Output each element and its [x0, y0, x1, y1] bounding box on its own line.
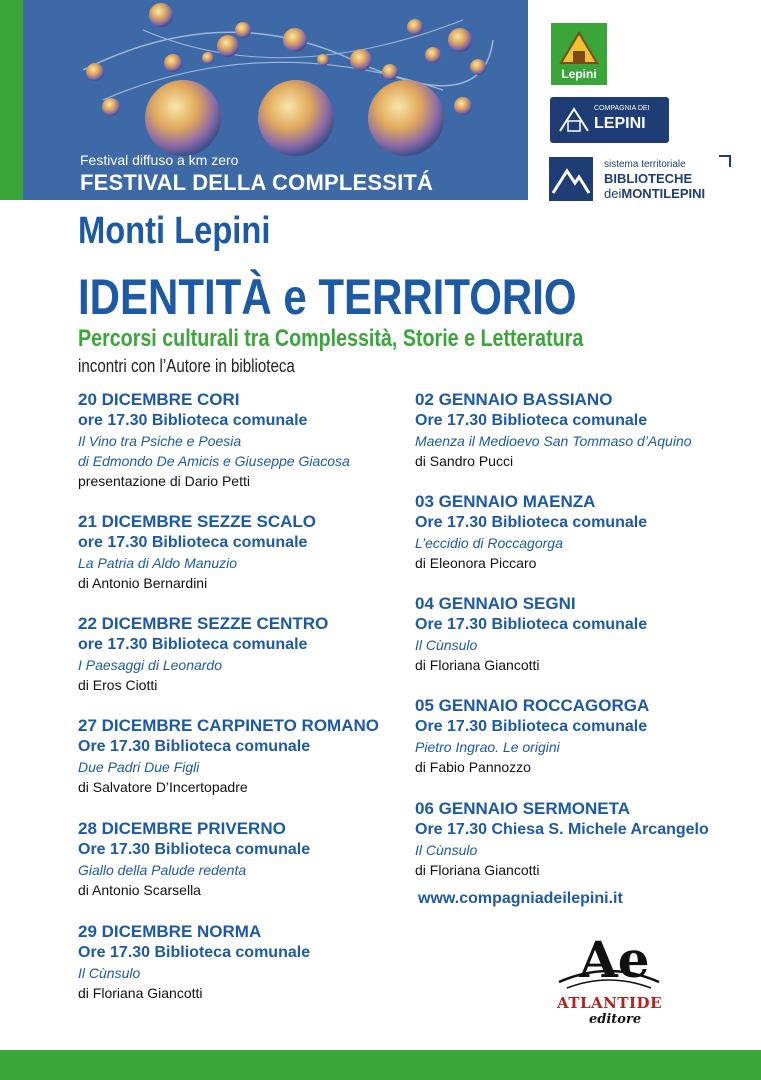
event-time: Ore 17.30 Biblioteca comunale [78, 841, 311, 858]
event-date: 29 DICEMBRE NORMA [78, 922, 262, 941]
event-item [415, 592, 647, 675]
heading-identita-territorio: IDENTITÀ e TERRITORIO [78, 269, 577, 325]
event-author: di Fabio Pannozzo [415, 759, 531, 775]
event-time: Ore 17.30 Biblioteca comunale [415, 514, 648, 531]
banner-title: FESTIVAL DELLA COMPLESSITÁ [80, 170, 434, 195]
event-item [415, 797, 709, 880]
event-date: 03 GENNAIO MAENZA [415, 492, 596, 511]
event-item [415, 388, 692, 471]
event-item [78, 510, 316, 593]
event-title: L’eccidio di Roccagorga [415, 535, 563, 551]
event-item [78, 817, 310, 900]
event-item [415, 694, 649, 777]
event-time: Ore 17.30 Chiesa S. Michele Arcangelo [415, 821, 709, 838]
event-author: di Floriana Giancotti [415, 657, 540, 673]
lepini-hut-icon [551, 23, 607, 69]
event-item [78, 714, 379, 797]
event-author: di Antonio Bernardini [78, 575, 208, 591]
event-item [78, 920, 310, 1003]
sistema-line1: sistema territoriale [604, 159, 686, 170]
corner-mark [719, 155, 731, 167]
mountain-icon [549, 157, 593, 201]
event-item [78, 612, 328, 695]
event-date: 04 GENNAIO SEGNI [415, 594, 576, 613]
compagnia-dei-lepini-logo [550, 97, 669, 143]
event-date: 02 GENNAIO BASSIANO [415, 390, 613, 409]
event-item [78, 388, 350, 491]
compagnia-big-text: LEPINI [594, 115, 646, 132]
event-time: ore 17.30 Biblioteca comunale [78, 534, 308, 551]
publisher-name: ATLANTIDE [557, 994, 662, 1012]
sistema-biblioteche-logo [549, 155, 729, 201]
publisher-sub: editore [589, 1012, 642, 1027]
event-author: di Eleonora Piccaro [415, 555, 537, 571]
event-author: di Floriana Giancotti [78, 985, 203, 1001]
heading-incontri: incontri con l’Autore in biblioteca [78, 356, 295, 376]
event-date: 05 GENNAIO ROCCAGORGA [415, 696, 650, 715]
event-time: Ore 17.30 Biblioteca comunale [415, 616, 648, 633]
festival-banner [23, 0, 528, 200]
event-date: 06 GENNAIO SERMONETA [415, 799, 631, 818]
sistema-line2: BIBLIOTECHE [604, 171, 693, 186]
event-title: Giallo della Palude redenta [78, 862, 247, 878]
website-link[interactable]: www.compagniadeilepini.it [418, 890, 623, 907]
event-author: di Eros Ciotti [78, 677, 158, 693]
event-date: 28 DICEMBRE PRIVERNO [78, 819, 286, 838]
lepini-logo-text: Lepini [561, 67, 597, 81]
lepini-logo [551, 23, 607, 85]
event-title: I Paesaggi di Leonardo [78, 657, 222, 673]
heading-percorsi: Percorsi culturali tra Complessità, Storie e Letteratura [78, 325, 584, 352]
event-title: Il Vino tra Psiche e Poesia [78, 433, 242, 449]
event-date: 22 DICEMBRE SEZZE CENTRO [78, 614, 329, 633]
house-icon [554, 97, 594, 143]
event-title: La Patria di Aldo Manuzio [78, 555, 238, 571]
event-time: Ore 17.30 Biblioteca comunale [415, 718, 648, 735]
event-item [415, 490, 647, 573]
event-time: Ore 17.30 Biblioteca comunale [78, 738, 311, 755]
event-author: di Floriana Giancotti [415, 862, 540, 878]
event-title: Il Cùnsulo [415, 637, 478, 653]
event-time: ore 17.30 Biblioteca comunale [78, 412, 308, 429]
heading-monti-lepini: Monti Lepini [78, 210, 271, 252]
banner-subtitle: Festival diffuso a km zero [80, 152, 239, 168]
event-time: Ore 17.30 Biblioteca comunale [78, 944, 311, 961]
green-side-bar [0, 0, 23, 200]
green-bottom-bar [0, 1050, 761, 1080]
event-time: Ore 17.30 Biblioteca comunale [415, 412, 648, 429]
event-date: 21 DICEMBRE SEZZE SCALO [78, 512, 317, 531]
event-author: di Salvatore D’Incertopadre [78, 779, 248, 795]
event-author: presentazione di Dario Petti [78, 473, 250, 489]
event-author: di Sandro Pucci [415, 453, 514, 469]
event-title: Il Cùnsulo [415, 842, 478, 858]
event-title: Pietro Ingrao. Le origini [415, 739, 560, 755]
event-date: 20 DICEMBRE CORI [78, 390, 240, 409]
sistema-line3: deiMONTILEPINI [604, 186, 706, 201]
publisher-mark: Ae [579, 930, 650, 989]
event-author: di Antonio Scarsella [78, 882, 201, 898]
atlantide-editore-logo [549, 930, 669, 1030]
event-title: Due Padri Due Figli [78, 759, 200, 775]
event-title: Maenza il Medioevo San Tommaso d’Aquino [415, 433, 692, 449]
event-time: ore 17.30 Biblioteca comunale [78, 636, 308, 653]
event-title: Il Cùnsulo [78, 965, 141, 981]
event-title: di Edmondo De Amicis e Giuseppe Giacosa [78, 453, 350, 469]
event-date: 27 DICEMBRE CARPINETO ROMANO [78, 716, 379, 735]
compagnia-small-text: COMPAGNIA DEI [594, 105, 650, 112]
